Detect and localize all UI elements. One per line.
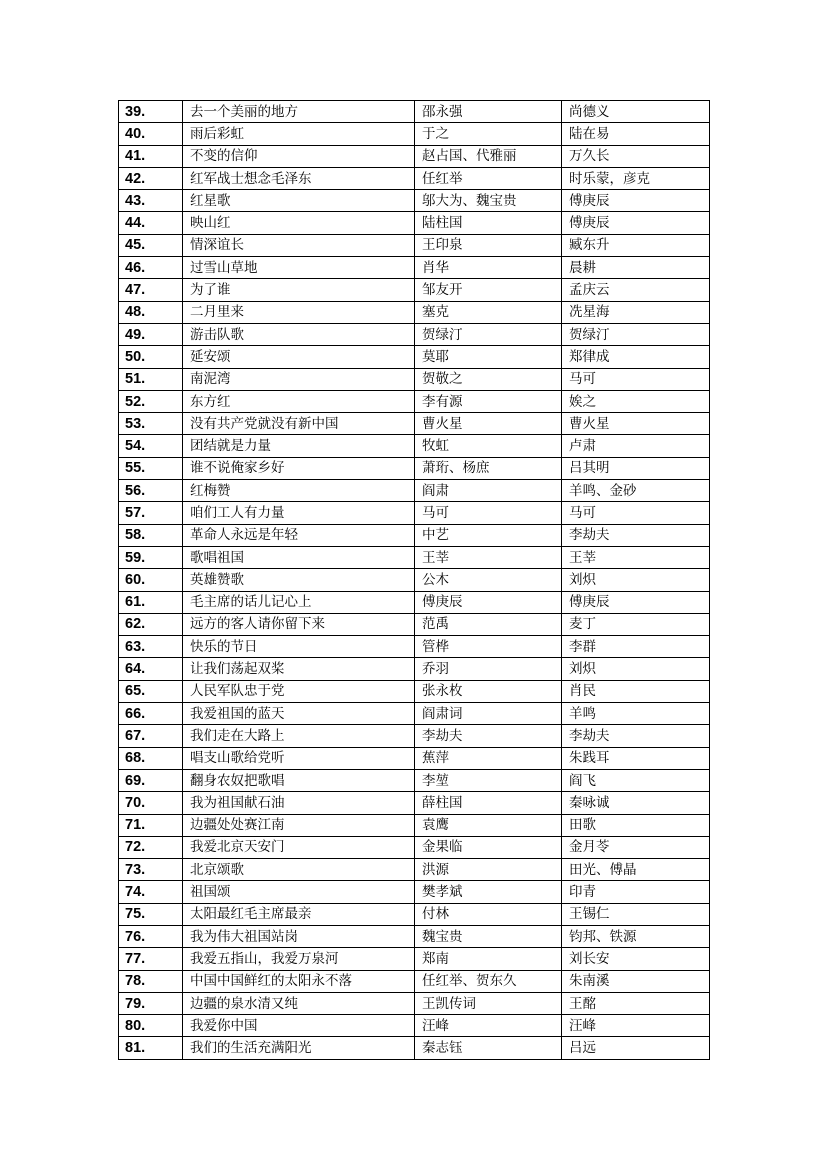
table-row <box>119 836 710 858</box>
song-title: 映山红 <box>183 212 415 234</box>
song-composer: 吕远 <box>562 1037 710 1059</box>
song-number: 57. <box>119 502 183 524</box>
table-row <box>119 569 710 591</box>
song-lyricist: 邹友开 <box>415 279 562 301</box>
table-row <box>119 234 710 256</box>
song-title: 去一个美丽的地方 <box>183 101 415 123</box>
song-number: 66. <box>119 703 183 725</box>
song-lyricist: 贺绿汀 <box>415 323 562 345</box>
song-number: 73. <box>119 859 183 881</box>
song-number: 70. <box>119 792 183 814</box>
song-lyricist: 付林 <box>415 903 562 925</box>
song-composer: 朱践耳 <box>562 747 710 769</box>
song-composer: 傅庚辰 <box>562 591 710 613</box>
song-number: 63. <box>119 636 183 658</box>
song-composer: 吕其明 <box>562 457 710 479</box>
table-row <box>119 859 710 881</box>
song-title: 革命人永远是年轻 <box>183 524 415 546</box>
song-composer: 阎飞 <box>562 769 710 791</box>
song-title: 延安颂 <box>183 346 415 368</box>
song-number: 55. <box>119 457 183 479</box>
song-list-table <box>118 100 710 1060</box>
song-composer: 李劫夫 <box>562 524 710 546</box>
song-lyricist: 金果临 <box>415 836 562 858</box>
song-number: 46. <box>119 257 183 279</box>
song-title: 过雪山草地 <box>183 257 415 279</box>
song-number: 77. <box>119 948 183 970</box>
song-lyricist: 王莘 <box>415 546 562 568</box>
song-composer: 孟庆云 <box>562 279 710 301</box>
song-composer: 肖民 <box>562 680 710 702</box>
song-composer: 朱南溪 <box>562 970 710 992</box>
song-composer: 马可 <box>562 502 710 524</box>
song-composer: 印青 <box>562 881 710 903</box>
table-row <box>119 769 710 791</box>
table-row <box>119 413 710 435</box>
table-row <box>119 725 710 747</box>
table-row <box>119 457 710 479</box>
song-number: 75. <box>119 903 183 925</box>
song-number: 69. <box>119 769 183 791</box>
song-number: 58. <box>119 524 183 546</box>
song-number: 40. <box>119 123 183 145</box>
song-number: 80. <box>119 1015 183 1037</box>
song-lyricist: 陆柱国 <box>415 212 562 234</box>
song-lyricist: 中艺 <box>415 524 562 546</box>
song-composer: 刘炽 <box>562 658 710 680</box>
table-row <box>119 390 710 412</box>
song-composer: 李群 <box>562 636 710 658</box>
song-number: 53. <box>119 413 183 435</box>
song-title: 中国中国鲜红的太阳永不落 <box>183 970 415 992</box>
song-lyricist: 肖华 <box>415 257 562 279</box>
song-lyricist: 于之 <box>415 123 562 145</box>
song-title: 为了谁 <box>183 279 415 301</box>
song-lyricist: 赵占国、代雅丽 <box>415 145 562 167</box>
table-row <box>119 881 710 903</box>
song-number: 51. <box>119 368 183 390</box>
table-row <box>119 435 710 457</box>
song-lyricist: 袁鹰 <box>415 814 562 836</box>
song-composer: 刘炽 <box>562 569 710 591</box>
table-row <box>119 680 710 702</box>
song-lyricist: 范禹 <box>415 613 562 635</box>
song-title: 雨后彩虹 <box>183 123 415 145</box>
song-title: 我为伟大祖国站岗 <box>183 925 415 947</box>
song-composer: 时乐蒙，彦克 <box>562 167 710 189</box>
song-number: 60. <box>119 569 183 591</box>
song-title: 人民军队忠于党 <box>183 680 415 702</box>
song-title: 谁不说俺家乡好 <box>183 457 415 479</box>
table-row <box>119 279 710 301</box>
song-lyricist: 任红举、贺东久 <box>415 970 562 992</box>
song-composer: 王酩 <box>562 992 710 1014</box>
song-composer: 羊鸣 <box>562 703 710 725</box>
song-number: 61. <box>119 591 183 613</box>
song-title: 让我们荡起双桨 <box>183 658 415 680</box>
song-number: 68. <box>119 747 183 769</box>
song-lyricist: 郑南 <box>415 948 562 970</box>
table-row <box>119 323 710 345</box>
song-title: 我们的生活充满阳光 <box>183 1037 415 1059</box>
song-lyricist: 牧虹 <box>415 435 562 457</box>
table-row <box>119 301 710 323</box>
song-composer: 娭之 <box>562 390 710 412</box>
song-number: 42. <box>119 167 183 189</box>
song-number: 52. <box>119 390 183 412</box>
song-number: 56. <box>119 480 183 502</box>
table-row <box>119 636 710 658</box>
table-row <box>119 257 710 279</box>
song-title: 远方的客人请你留下来 <box>183 613 415 635</box>
song-composer: 秦咏诚 <box>562 792 710 814</box>
song-lyricist: 邬大为、魏宝贵 <box>415 190 562 212</box>
song-composer: 羊鸣、金砂 <box>562 480 710 502</box>
table-row <box>119 814 710 836</box>
song-title: 我爱北京天安门 <box>183 836 415 858</box>
song-lyricist: 邵永强 <box>415 101 562 123</box>
song-title: 情深谊长 <box>183 234 415 256</box>
song-lyricist: 李劫夫 <box>415 725 562 747</box>
song-title: 边疆的泉水清又纯 <box>183 992 415 1014</box>
song-composer: 王锡仁 <box>562 903 710 925</box>
song-title: 快乐的节日 <box>183 636 415 658</box>
song-title: 游击队歌 <box>183 323 415 345</box>
song-number: 39. <box>119 101 183 123</box>
song-title: 祖国颂 <box>183 881 415 903</box>
song-number: 81. <box>119 1037 183 1059</box>
song-composer: 麦丁 <box>562 613 710 635</box>
song-composer: 汪峰 <box>562 1015 710 1037</box>
song-number: 76. <box>119 925 183 947</box>
song-title: 我们走在大路上 <box>183 725 415 747</box>
table-row <box>119 925 710 947</box>
song-number: 71. <box>119 814 183 836</box>
song-composer: 曹火星 <box>562 413 710 435</box>
table-row <box>119 591 710 613</box>
song-title: 唱支山歌给党听 <box>183 747 415 769</box>
song-title: 翻身农奴把歌唱 <box>183 769 415 791</box>
song-title: 不变的信仰 <box>183 145 415 167</box>
song-lyricist: 王凯传词 <box>415 992 562 1014</box>
song-number: 54. <box>119 435 183 457</box>
song-composer: 傅庚辰 <box>562 190 710 212</box>
table-row <box>119 167 710 189</box>
song-title: 我爱你中国 <box>183 1015 415 1037</box>
table-row <box>119 190 710 212</box>
song-number: 65. <box>119 680 183 702</box>
song-title: 二月里来 <box>183 301 415 323</box>
song-composer: 傅庚辰 <box>562 212 710 234</box>
song-title: 边疆处处赛江南 <box>183 814 415 836</box>
table-row <box>119 970 710 992</box>
song-composer: 田歌 <box>562 814 710 836</box>
song-title: 团结就是力量 <box>183 435 415 457</box>
song-lyricist: 洪源 <box>415 859 562 881</box>
song-number: 49. <box>119 323 183 345</box>
song-title: 太阳最红毛主席最亲 <box>183 903 415 925</box>
table-row <box>119 703 710 725</box>
song-lyricist: 阎肃 <box>415 480 562 502</box>
song-lyricist: 樊孝斌 <box>415 881 562 903</box>
song-title: 东方红 <box>183 390 415 412</box>
song-lyricist: 曹火星 <box>415 413 562 435</box>
song-lyricist: 塞克 <box>415 301 562 323</box>
table-row <box>119 123 710 145</box>
song-title: 北京颂歌 <box>183 859 415 881</box>
table-row <box>119 613 710 635</box>
song-title: 红梅赞 <box>183 480 415 502</box>
song-number: 78. <box>119 970 183 992</box>
song-composer: 晨耕 <box>562 257 710 279</box>
table-row <box>119 658 710 680</box>
song-number: 43. <box>119 190 183 212</box>
song-lyricist: 萧珩、杨庶 <box>415 457 562 479</box>
song-title: 毛主席的话儿记心上 <box>183 591 415 613</box>
table-row <box>119 212 710 234</box>
song-lyricist: 李有源 <box>415 390 562 412</box>
song-title: 没有共产党就没有新中国 <box>183 413 415 435</box>
song-number: 44. <box>119 212 183 234</box>
table-row <box>119 948 710 970</box>
table-row <box>119 346 710 368</box>
song-number: 47. <box>119 279 183 301</box>
table-row <box>119 1015 710 1037</box>
song-lyricist: 管桦 <box>415 636 562 658</box>
song-composer: 郑律成 <box>562 346 710 368</box>
song-number: 74. <box>119 881 183 903</box>
song-lyricist: 阎肃词 <box>415 703 562 725</box>
song-title: 英雄赞歌 <box>183 569 415 591</box>
table-row <box>119 101 710 123</box>
song-number: 67. <box>119 725 183 747</box>
song-lyricist: 薛柱国 <box>415 792 562 814</box>
song-lyricist: 任红举 <box>415 167 562 189</box>
song-number: 72. <box>119 836 183 858</box>
song-lyricist: 张永枚 <box>415 680 562 702</box>
song-number: 41. <box>119 145 183 167</box>
song-lyricist: 魏宝贵 <box>415 925 562 947</box>
song-composer: 万久长 <box>562 145 710 167</box>
song-composer: 王莘 <box>562 546 710 568</box>
song-lyricist: 马可 <box>415 502 562 524</box>
table-row <box>119 145 710 167</box>
song-lyricist: 公木 <box>415 569 562 591</box>
song-number: 50. <box>119 346 183 368</box>
song-title: 咱们工人有力量 <box>183 502 415 524</box>
song-composer: 田光、傅晶 <box>562 859 710 881</box>
song-lyricist: 莫耶 <box>415 346 562 368</box>
table-row <box>119 992 710 1014</box>
song-title: 红星歌 <box>183 190 415 212</box>
song-title: 我为祖国献石油 <box>183 792 415 814</box>
song-title: 我爱五指山，我爱万泉河 <box>183 948 415 970</box>
song-composer: 陆在易 <box>562 123 710 145</box>
song-number: 45. <box>119 234 183 256</box>
song-table-body <box>119 101 710 1060</box>
table-row <box>119 747 710 769</box>
table-row <box>119 1037 710 1059</box>
song-title: 我爱祖国的蓝天 <box>183 703 415 725</box>
song-lyricist: 汪峰 <box>415 1015 562 1037</box>
song-title: 南泥湾 <box>183 368 415 390</box>
table-row <box>119 480 710 502</box>
song-lyricist: 蕉萍 <box>415 747 562 769</box>
song-composer: 卢肃 <box>562 435 710 457</box>
song-lyricist: 傅庚辰 <box>415 591 562 613</box>
song-lyricist: 秦志钰 <box>415 1037 562 1059</box>
song-composer: 马可 <box>562 368 710 390</box>
table-row <box>119 502 710 524</box>
song-lyricist: 王印泉 <box>415 234 562 256</box>
song-number: 62. <box>119 613 183 635</box>
song-title: 红军战士想念毛泽东 <box>183 167 415 189</box>
song-composer: 臧东升 <box>562 234 710 256</box>
table-row <box>119 546 710 568</box>
table-row <box>119 368 710 390</box>
song-composer: 尚德义 <box>562 101 710 123</box>
song-lyricist: 贺敬之 <box>415 368 562 390</box>
song-number: 59. <box>119 546 183 568</box>
song-composer: 李劫夫 <box>562 725 710 747</box>
table-row <box>119 792 710 814</box>
song-composer: 金月苓 <box>562 836 710 858</box>
song-number: 79. <box>119 992 183 1014</box>
song-composer: 贺绿汀 <box>562 323 710 345</box>
song-lyricist: 乔羽 <box>415 658 562 680</box>
song-lyricist: 李堃 <box>415 769 562 791</box>
song-composer: 刘长安 <box>562 948 710 970</box>
song-title: 歌唱祖国 <box>183 546 415 568</box>
song-number: 64. <box>119 658 183 680</box>
song-composer: 钧邦、铁源 <box>562 925 710 947</box>
song-number: 48. <box>119 301 183 323</box>
song-composer: 冼星海 <box>562 301 710 323</box>
table-row <box>119 903 710 925</box>
table-row <box>119 524 710 546</box>
